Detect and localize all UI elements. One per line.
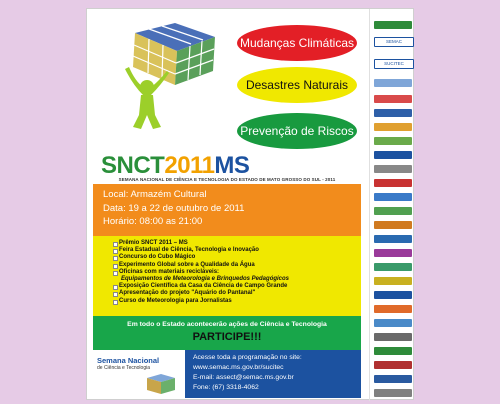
- site-link[interactable]: www.semac.ms.gov.br/sucitec: [193, 364, 284, 371]
- figure-legs: [133, 95, 161, 129]
- activity-item: Apresentação do projeto "Aquário do Pantanal": [113, 290, 341, 297]
- sponsor-logo: [374, 389, 412, 397]
- sponsor-logo: [374, 79, 412, 87]
- activity-subitem: Equipamentos de Meteorologia e Brinquedos Pedagógicos: [121, 276, 290, 283]
- event-title: [101, 152, 249, 180]
- activity-item: Feira Estadual de Ciência, Tecnologia e Inovação: [113, 247, 341, 254]
- sponsor-logo: [374, 137, 412, 145]
- sponsor-logo-sucitec: SUCITEC: [374, 59, 414, 69]
- participate-callout: PARTICIPE!!!: [192, 331, 262, 343]
- theme-bubble-climate: Mudanças Climáticas: [237, 25, 357, 61]
- sponsor-logo: [374, 123, 412, 131]
- sponsor-logo: [374, 193, 412, 201]
- sponsor-logo: [374, 221, 412, 229]
- sponsor-logo: [374, 249, 412, 257]
- event-time: Horário: 08:00 as 21:00: [103, 216, 203, 227]
- statewide-note: Em todo o Estado acontecerão ações de Ciência e Tecnologia: [127, 321, 327, 328]
- event-details: [93, 184, 361, 236]
- activity-item: Experimento Global sobre a Qualidade da Água: [113, 262, 341, 269]
- sponsor-logo: [374, 291, 412, 299]
- sponsor-logo: [374, 165, 412, 173]
- sponsor-logo-semac: SEMAC: [374, 37, 414, 47]
- phone-contact: Fone: (67) 3318-4062: [193, 384, 259, 391]
- contact-info: [193, 353, 302, 393]
- event-subtitle: SEMANA NACIONAL DE CIÊNCIA E TECNOLOGIA DO ESTADO DE MATO GROSSO DO SUL - 2011: [118, 177, 336, 182]
- theme-bubble-prevention: Prevenção de Riscos: [237, 113, 357, 149]
- title-snct: SNCT: [101, 152, 165, 179]
- activity-item: Prêmio SNCT 2011 – MS: [113, 240, 341, 247]
- theme-bubble-disasters: Desastres Naturais: [237, 67, 357, 103]
- sponsor-logo: [374, 347, 412, 355]
- sponsor-logo: [374, 361, 412, 369]
- participation-banner: [93, 316, 361, 350]
- activity-item: Concurso do Cubo Mágico: [113, 254, 341, 261]
- logo-line-2: de Ciência e Tecnologia: [97, 365, 151, 371]
- email-contact[interactable]: E-mail: assect@semac.ms.gov.br: [193, 374, 294, 381]
- event-poster: [86, 8, 414, 400]
- event-date: Data: 19 a 22 de outubro de 2011: [103, 202, 245, 214]
- activity-item: Oficinas com materiais recicláveis:: [113, 269, 341, 276]
- sponsor-logo: [374, 319, 412, 327]
- activity-item: Curso de Meteorologia para Jornalistas: [113, 298, 341, 305]
- activities-list: [93, 236, 361, 316]
- sponsor-logo: [374, 277, 412, 285]
- sponsor-logo: [374, 263, 412, 271]
- sponsor-sidebar: [369, 9, 416, 401]
- sponsor-logo: [374, 207, 412, 215]
- logo-line-1: Semana Nacional: [97, 356, 160, 365]
- sponsor-logo: [374, 109, 412, 117]
- title-ms: MS: [214, 152, 250, 179]
- sponsor-logo: [374, 179, 412, 187]
- cube-logo-icon: [143, 372, 179, 396]
- rubiks-cube-figure-illustration: [105, 23, 225, 133]
- sponsor-logo: [374, 375, 412, 383]
- event-location: Local: Armazém Cultural: [103, 189, 207, 200]
- contact-footer: [93, 350, 361, 398]
- access-label: Acesse toda a programação no site:: [193, 354, 302, 361]
- sponsor-logo: [374, 333, 412, 341]
- activity-item: Exposição Científica da Casa da Ciência de Campo Grande: [113, 283, 341, 290]
- sponsor-logo: [374, 21, 412, 29]
- sponsor-logo: [374, 235, 412, 243]
- semana-nacional-logo: [93, 350, 185, 398]
- sponsor-logo: [374, 95, 412, 103]
- sponsor-logo: [374, 151, 412, 159]
- poster-hero: [87, 9, 367, 185]
- sponsor-logo: [374, 305, 412, 313]
- title-year: 2011: [164, 152, 215, 179]
